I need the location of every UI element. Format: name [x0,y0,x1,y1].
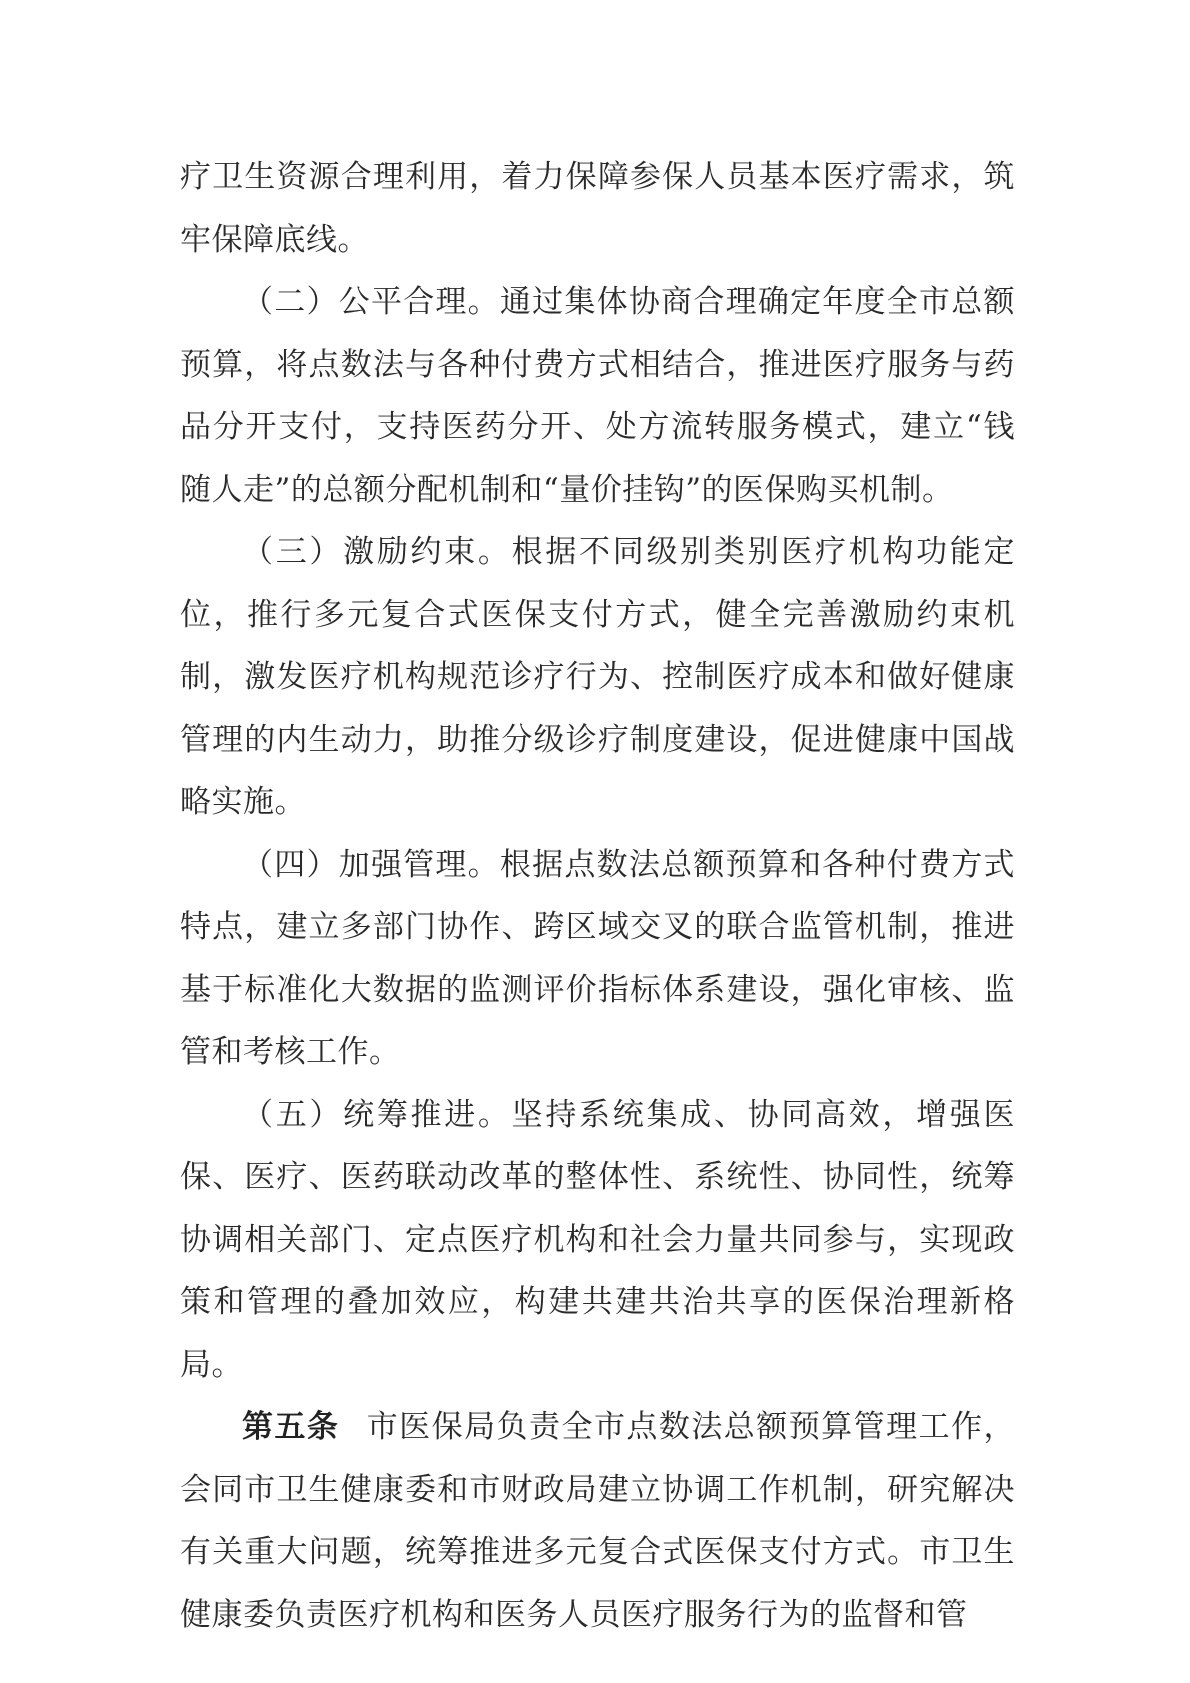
paragraph-continued: 疗卫生资源合理利用，着力保障参保人员基本医疗需求，筑牢保障底线。 [180,159,1015,258]
article-5-paragraph [180,1396,1015,1646]
paragraph-strengthen-management: （四）加强管理。根据点数法总额预算和各种付费方式特点，建立多部门协作、跨区域交叉的联合监管机制，推进基于标准化大数据的监测评价指标体系建设，强化审核、监管和考核工作。 [180,846,1015,1070]
article-5-text: 市医保局负责全市点数法总额预算管理工作，会同市卫生健康委和市财政局建立协调工作机制，研究解决有关重大问题，统筹推进多元复合式医保支付方式。市卫生健康委负责医疗机构和医务人员医疗服务行为的监督和管 [180,1409,1015,1633]
article-5-label: 第五条 [242,1409,340,1445]
paragraph-coordinated-promotion: （五）统筹推进。坚持系统集成、协同高效，增强医保、医疗、医药联动改革的整体性、系统性、协同性，统筹协调相关部门、定点医疗机构和社会力量共同参与，实现政策和管理的叠加效应，构建共建共治共享的医保治理新格局。 [180,1096,1015,1383]
paragraph-incentive-constraint: （三）激励约束。根据不同级别类别医疗机构功能定位，推行多元复合式医保支付方式，健全完善激励约束机制，激发医疗机构规范诊疗行为、控制医疗成本和做好健康管理的内生动力，助推分级诊疗制度建设，促进健康中国战略实施。 [180,534,1015,820]
document-body [180,146,1015,1646]
paragraph-fair-reasonable: （二）公平合理。通过集体协商合理确定年度全市总额预算，将点数法与各种付费方式相结合，推进医疗服务与药品分开支付，支持医药分开、处方流转服务模式，建立“钱随人走”的总额分配机制和“量价挂钩”的医保购买机制。 [180,284,1015,508]
